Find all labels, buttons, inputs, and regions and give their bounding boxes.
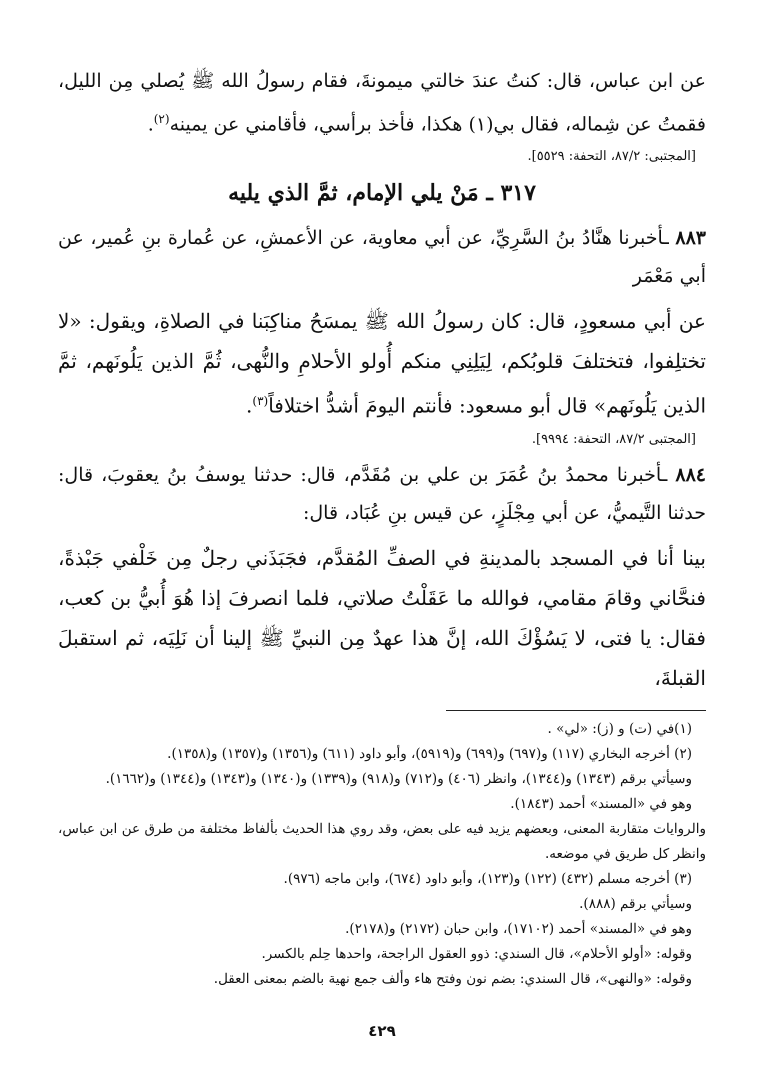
- hadith-continuation: عن ابن عباس، قال: كنتُ عندَ خالتي ميمونةَ، فقام رسولُ الله ﷺ يُصلي مِن الليل، فقمتُ عن شِماله، فقال بي(١) هكذا، فأخذ برأسي، فأقامني عن يمينه$^{(٢)}$.: [58, 70, 706, 136]
- chapter-title: ٣١٧ ـ مَنْ يلي الإمام، ثمَّ الذي يليه: [228, 180, 536, 207]
- hadith-number: ٨٨٤: [675, 463, 707, 486]
- footnote-marker: (٢): [153, 112, 170, 126]
- footnote: وهو في «المسند» أحمد (١٧١٠٢)، وابن حبان (٢١٧٢) و(٢١٧٨).: [345, 920, 692, 937]
- footnote: (١)في (ت) و (ز): «لي» .: [547, 720, 692, 737]
- reference-citation: [المجتبى ٨٧/٢، التحفة: ٩٩٩٤].: [531, 431, 696, 447]
- hadith-number: ٨٨٣: [675, 227, 707, 250]
- footnote: وسيأتي برقم (٨٨٨).: [579, 895, 692, 912]
- hadith-matn: [58, 538, 706, 698]
- footnote-marker: (٣): [252, 394, 269, 409]
- hadith-matn-text: بينا أنا في المسجد بالمدينةِ في الصفِّ المُقدَّم، فجَبَذَني رجلٌ مِن خَلْفي جَبْذةً، فنحَّاني وقامَ مقامي، فوالله ما عَقَلْتُ صلاتي، فلما انصرفَ إذا هُوَ أُبيُّ بن كعب، فقال: يا فتى، لا يَسُؤْكَ الله، إنَّ هذا عهدٌ مِن النبيِّ ﷺ إلينا أن نَلِيَه، ثم استقبلَ القبلةَ،: [58, 545, 706, 690]
- footnote-divider: [446, 710, 706, 711]
- isnad-text: ـأخبرنا هنَّادُ بنُ السَّرِيِّ، عن أبي معاوية، عن الأعمشِ، عن عُمارة بنِ عُمير، عن أبي مَعْمَر: [58, 227, 706, 288]
- footnote: وسيأتي برقم (١٣٤٣) و(١٣٤٤)، وانظر (٤٠٦) و(٧١٢) و(٩١٨) و(١٣٣٩) و(١٣٤٠) و(١٣٤٣) و(١٣٤٤) و(١٦٦٢).: [105, 770, 692, 787]
- footnote: وقوله: «أولو الأحلام»، قال السندي: ذوو العقول الراجحة، واحدها حِلم بالكسر.: [261, 945, 692, 962]
- reference-citation: [المجتبى: ٨٧/٢، التحفة: ٥٥٢٩].: [527, 149, 696, 165]
- footnote: وقوله: «والنهى»، قال السندي: بضم نون وفتح هاء وألف جمع نهية بالضم بمعنى العقل.: [213, 970, 692, 987]
- hadith-matn-text: عن أبي مسعودٍ، قال: كان رسولُ الله ﷺ يمسَحُ مناكِبَنا في الصلاةِ، ويقول: «لا تختلِفوا، فتختلفَ قلوبُكم، لِيَلِنِي منكم أُولو الأحلامِ والنُّهى، ثُمَّ الذين يَلُونَهم، ثمَّ الذين يَلُونَهم» قال أبو مسعود: فأنتم اليومَ أشدُّ اختلافاً: [58, 309, 706, 418]
- hadith-isnad: [58, 219, 706, 295]
- footnote: والروايات متقاربة المعنى، وبعضهم يزيد فيه على بعض، وقد روي هذا الحديث بألفاظ مختلفة من طرق عن ابن عباس، وانظر كل طريق في موضعه.: [58, 820, 706, 862]
- footnotes: [58, 717, 706, 992]
- footnote: وهو في «المسند» أحمد (١٨٤٣).: [510, 795, 692, 812]
- footnote: (٢) أخرجه البخاري (١١٧) و(٦٩٧) و(٦٩٩) و(٥٩١٩)، وأبو داود (٦١١) و(١٣٥٦) و(١٣٥٧) و(١٣٥٨).: [167, 745, 692, 762]
- hadith-matn: عن أبي مسعودٍ، قال: كان رسولُ الله ﷺ يمسَحُ مناكِبَنا في الصلاةِ، ويقول: «لا تختلِفوا، فتختلفَ قلوبُكم، لِيَلِنِي منكم أُولو الأحلامِ والنُّهى، ثُمَّ الذين يَلُونَهم، ثمَّ الذين يَلُونَهم» قال أبو مسعود: فأنتم اليومَ أشدُّ اختلافاً$^{(٣)}$.: [58, 309, 706, 418]
- hadith-continuation-text: عن ابن عباس، قال: كنتُ عندَ خالتي ميمونةَ، فقام رسولُ الله ﷺ يُصلي مِن الليل، فقمتُ عن شِماله، فقال بي(١) هكذا، فأخذ برأسي، فأقامني عن يمينه: [58, 70, 706, 136]
- hadith-isnad: [58, 456, 706, 532]
- footnote: (٣) أخرجه مسلم (٤٣٢) (١٢٢) و(١٢٣)، وأبو داود (٦٧٤)، وابن ماجه (٩٧٦).: [283, 870, 692, 887]
- page-number: ٤٢٩: [368, 1022, 396, 1040]
- isnad-text: ـأخبرنا محمدُ بنُ عُمَرَ بن علي بن مُقَدَّم، قال: حدثنا يوسفُ بنُ يعقوبَ، قال: حدثنا التَّيميُّ، عن أبي مِجْلَزٍ، عن قيس بنِ عُبَاد، قال:: [58, 463, 706, 524]
